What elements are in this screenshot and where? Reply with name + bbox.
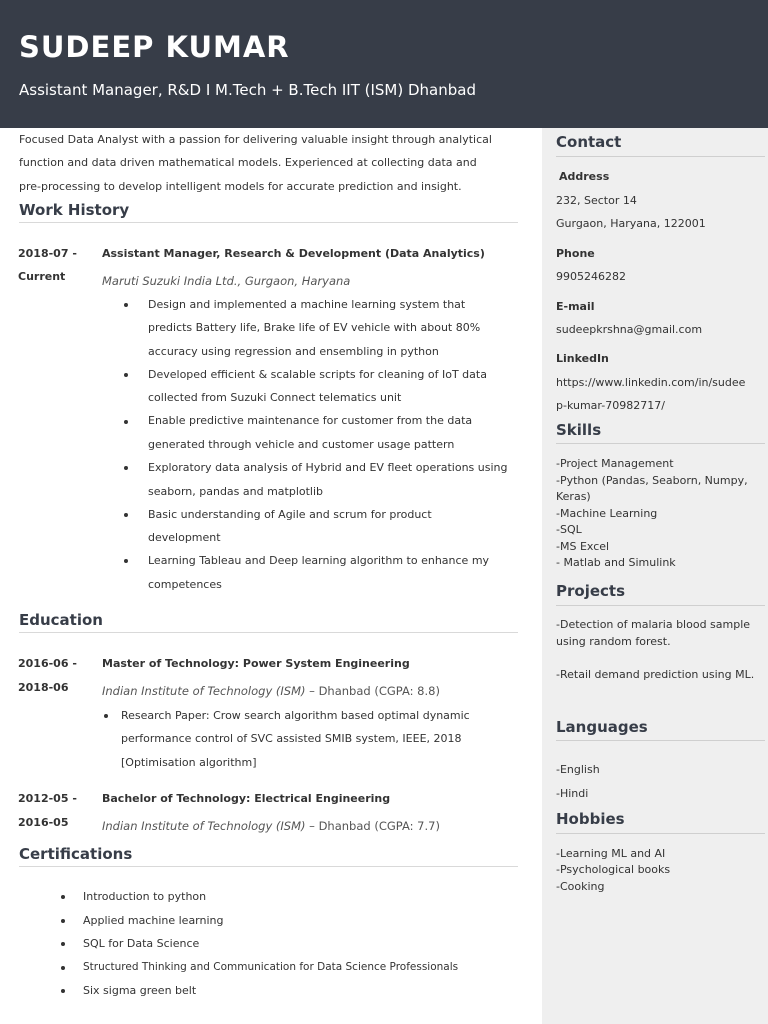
skill-item: -SQL <box>556 523 582 536</box>
institute-place: – Dhanbad (CGPA: 8.8) <box>305 684 440 698</box>
edu-date-end: 2018-06 <box>18 681 69 694</box>
edu-date-start: 2016-06 - <box>18 657 77 670</box>
linkedin-link[interactable]: p-kumar-70982717/ <box>556 399 665 412</box>
skill-item: -MS Excel <box>556 540 610 553</box>
candidate-name: SUDEEP KUMAR <box>19 30 290 64</box>
bullet-icon <box>61 966 65 970</box>
work-bullet-line: Learning Tableau and Deep learning algorithm to enhance my <box>148 554 490 567</box>
certification-item: Six sigma green belt <box>83 984 197 997</box>
work-bullet-line: Exploratory data analysis of Hybrid and EV fleet operations using <box>148 461 508 474</box>
section-divider <box>19 866 518 867</box>
bullet-icon <box>124 420 128 424</box>
resume-header <box>0 0 768 128</box>
company-name: Maruti Suzuki India Ltd., Gurgaon, Haryana <box>102 274 351 288</box>
work-date-start: 2018-07 - <box>18 247 77 260</box>
work-bullet-line: Developed efficient & scalable scripts for cleaning of IoT data <box>148 368 487 381</box>
language-item: -English <box>556 763 600 776</box>
institute-label: Indian Institute of Technology (ISM) <box>102 819 306 833</box>
institute-place: – Dhanbad (CGPA: 7.7) <box>305 819 440 833</box>
address-line: Gurgaon, Haryana, 122001 <box>556 217 706 230</box>
work-bullet-line: accuracy using regression and ensembling in python <box>148 345 439 358</box>
summary-line: function and data driven mathematical models. Experienced at collecting data and <box>19 156 477 169</box>
edu-date-start: 2012-05 - <box>18 792 77 805</box>
address-label: Address <box>559 170 610 183</box>
language-item: -Hindi <box>556 787 589 800</box>
education-heading: Education <box>19 611 103 629</box>
bullet-icon <box>61 989 65 993</box>
bullet-icon <box>124 373 128 377</box>
section-divider <box>19 632 518 633</box>
hobby-item: -Cooking <box>556 880 605 893</box>
bullet-icon <box>124 513 128 517</box>
summary-line: Focused Data Analyst with a passion for delivering valuable insight through analytical <box>19 133 492 146</box>
skills-heading: Skills <box>556 421 602 439</box>
summary-line: pre-processing to develop intelligent models for accurate prediction and insight. <box>19 180 462 193</box>
bullet-icon <box>124 559 128 563</box>
skill-item: Keras) <box>556 490 591 503</box>
job-title: Assistant Manager, Research & Development (Data Analytics) <box>102 247 485 260</box>
certification-item: Applied machine learning <box>83 914 224 927</box>
linkedin-label: LinkedIn <box>556 352 609 365</box>
work-date-end: Current <box>18 270 66 283</box>
email-label: E-mail <box>556 300 595 313</box>
research-paper-line: performance control of SVC assisted SMIB system, IEEE, 2018 <box>121 732 462 745</box>
bullet-icon <box>124 466 128 470</box>
skill-item: -Project Management <box>556 457 674 470</box>
skill-item: - Matlab and Simulink <box>556 556 676 569</box>
phone-number: 9905246282 <box>556 270 626 283</box>
bullet-icon <box>124 303 128 307</box>
projects-heading: Projects <box>556 582 626 600</box>
email-link[interactable]: sudeepkrshna@gmail.com <box>556 323 703 336</box>
section-divider <box>556 740 765 741</box>
bullet-icon <box>104 714 108 718</box>
certification-item: Introduction to python <box>83 890 207 903</box>
work-bullet-line: predicts Battery life, Brake life of EV vehicle with about 80% <box>148 321 481 334</box>
hobby-item: -Psychological books <box>556 863 671 876</box>
research-paper-line: Research Paper: Crow search algorithm based optimal dynamic <box>121 709 470 722</box>
hobby-item: -Learning ML and AI <box>556 847 666 860</box>
degree-title: Bachelor of Technology: Electrical Engineering <box>102 792 391 805</box>
skill-item: -Python (Pandas, Seaborn, Numpy, <box>556 474 748 487</box>
bullet-icon <box>61 895 65 899</box>
section-divider <box>556 156 765 157</box>
work-bullet-line: Basic understanding of Agile and scrum for product <box>148 508 432 521</box>
institute-name <box>102 684 440 698</box>
linkedin-link[interactable]: https://www.linkedin.com/in/sudee <box>556 376 746 389</box>
certifications-heading: Certifications <box>19 845 133 863</box>
hobbies-heading: Hobbies <box>556 810 625 828</box>
research-paper-line: [Optimisation algorithm] <box>121 756 257 769</box>
section-divider <box>556 443 765 444</box>
edu-date-end: 2016-05 <box>18 816 69 829</box>
project-item: using random forest. <box>556 635 671 648</box>
languages-heading: Languages <box>556 718 648 736</box>
institute-label: Indian Institute of Technology (ISM) <box>102 684 306 698</box>
candidate-headline: Assistant Manager, R&D I M.Tech + B.Tech IIT (ISM) Dhanbad <box>19 81 476 99</box>
section-divider <box>556 605 765 606</box>
institute-name <box>102 819 440 833</box>
bullet-icon <box>61 919 65 923</box>
certification-item: Structured Thinking and Communication for Data Science Professionals <box>83 961 459 973</box>
work-bullet-line: generated through vehicle and customer usage pattern <box>148 438 455 451</box>
project-item: -Detection of malaria blood sample <box>556 618 751 631</box>
contact-heading: Contact <box>556 133 622 151</box>
work-bullet-line: seaborn, pandas and matplotlib <box>148 485 324 498</box>
degree-title: Master of Technology: Power System Engineering <box>102 657 410 670</box>
section-divider <box>19 222 518 223</box>
address-line: 232, Sector 14 <box>556 194 637 207</box>
work-bullet-line: Enable predictive maintenance for customer from the data <box>148 414 473 427</box>
work-bullet-line: competences <box>148 578 222 591</box>
work-bullet-line: Design and implemented a machine learning system that <box>148 298 466 311</box>
certification-item: SQL for Data Science <box>83 937 200 950</box>
project-item: -Retail demand prediction using ML. <box>556 668 755 681</box>
skill-item: -Machine Learning <box>556 507 658 520</box>
work-history-heading: Work History <box>19 201 130 219</box>
phone-label: Phone <box>556 247 595 260</box>
work-bullet-line: development <box>148 531 221 544</box>
work-bullet-line: collected from Suzuki Connect telematics unit <box>148 391 402 404</box>
bullet-icon <box>61 942 65 946</box>
section-divider <box>556 833 765 834</box>
